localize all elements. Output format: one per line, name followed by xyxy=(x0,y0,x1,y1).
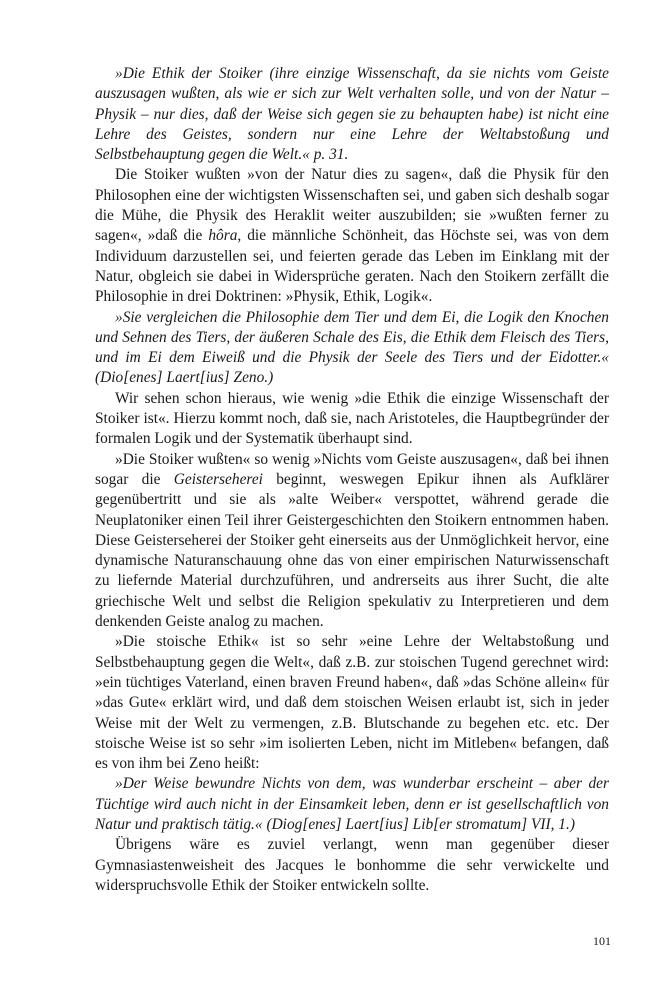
text-run: beginnt, weswegen Epikur ihnen als Aufklärer gegenübertritt und sie als »alte Weiber« verspottet, während gerade die Neuplatoniker einen Teil ihrer Geistergeschichten den Stoikern entnommen haben. Diese Geisterseherei der Stoiker geht einerseits aus der Unmöglichkeit hervor, eine dynamische Naturanschauung ohne das von einer empirischen Naturwissenschaft zu liefernde Material durchzuführen, und andrerseits aus ihrer Sucht, die alte griechische Welt und selbst die Religion spekulativ zu Interpretieren und dem denkenden Geiste analog zu machen. xyxy=(95,470,609,631)
text-run: , die männliche Schönheit, das Höchste sei, was von dem Individuum darzustellen sei, und feierten gerade das Leben im Einklang mit der Natur, obgleich sie dabei in Widersprüche geraten. Nach den Stoikern zerfällt die Philosophie in drei Doktrinen: »Physik, Ethik, Logik«. xyxy=(95,227,609,306)
page-number: 101 xyxy=(593,934,611,948)
paragraph-5 xyxy=(95,450,609,633)
quote-text: »Sie vergleichen die Philosophie dem Tier und dem Ei, die Logik den Knochen und Sehnen des Tiers, der äußeren Schale des Eis, die Ethik dem Fleisch des Tiers, und im Ei dem Eiweiß und die Physik der Seele des Tiers und der Eidotter.« (Dio[enes] Laert[ius] Zeno.) xyxy=(95,308,609,387)
paragraph-1 xyxy=(95,64,609,165)
quote-text: »Die Ethik der Stoiker (ihre einzige Wissenschaft, da sie nichts vom Geiste auszusagen wußten, als wie er sich zur Welt verhalten solle, und von der Natur – Physik – nur dies, daß der Weise sich gegen sie zu behaupten habe) ist nicht eine Lehre des Geistes, sondern nur eine Lehre der Weltabstoßung und Selbstbehauptung gegen die Welt.« p. 31. xyxy=(95,65,609,164)
paragraph-8 xyxy=(95,835,609,896)
paragraph-6 xyxy=(95,632,609,774)
emphasis-term: Geisterseherei xyxy=(173,470,263,488)
text-run: Übrigens wäre es zuviel verlangt, wenn man gegenüber dieser Gymnasiastenweisheit des Jacques le bonhomme die sehr verwickelte und widerspruchsvolle Ethik der Stoiker entwickeln sollte. xyxy=(95,836,609,894)
paragraph-7 xyxy=(95,774,609,835)
paragraph-4 xyxy=(95,389,609,450)
text-run: Wir sehen schon hieraus, wie wenig »die Ethik die einzige Wissenschaft der Stoiker ist«. Hierzu kommt noch, daß sie, nach Aristoteles, die Hauptbegründer der formalen Logik und der Systematik überhaupt sind. xyxy=(95,389,609,448)
quote-text: »Der Weise bewundre Nichts von dem, was wunderbar erscheint – aber der Tüchtige wird auch nicht in der Einsamkeit leben, denn er ist gesellschaftlich von Natur und praktisch tätig.« (Diog[enes] Laert[ius] Lib[er stromatum] VII, 1.) xyxy=(95,775,609,833)
body-text xyxy=(95,64,609,896)
text-run: Die Stoiker wußten »von der Natur dies zu sagen«, daß die Physik für den Philosophen eine der wichtigsten Wissenschaften sei, und gaben sich deshalb sogar die Mühe, die Physik des Heraklit weiter auszubilden; sie »wußten ferner zu sagen«, »daß die xyxy=(95,166,609,245)
emphasis-term: hôra xyxy=(208,227,238,245)
text-run: »Die stoische Ethik« ist so sehr »eine Lehre der Weltabstoßung und Selbstbehauptung gegen die Welt«, daß z.B. zur stoischen Tugend gerechnet wird: »ein tüchtiges Vaterland, einen braven Freund haben«, daß »das Schöne allein« für »das Gute« erklärt wird, und daß dem stoischen Weisen erlaubt ist, sich in jeder Weise mit der Welt zu vermengen, z.B. Blutschande zu begehen etc. etc. Der stoische Weise ist so sehr »im isolierten Leben, nicht im Mitleben« befangen, daß es von ihm bei Zeno heißt: xyxy=(95,633,609,773)
text-run: »Die Stoiker wußten« so wenig »Nichts vom Geiste auszusagen«, daß bei ihnen sogar die xyxy=(95,450,609,488)
paragraph-2 xyxy=(95,165,609,307)
paragraph-3 xyxy=(95,308,609,389)
